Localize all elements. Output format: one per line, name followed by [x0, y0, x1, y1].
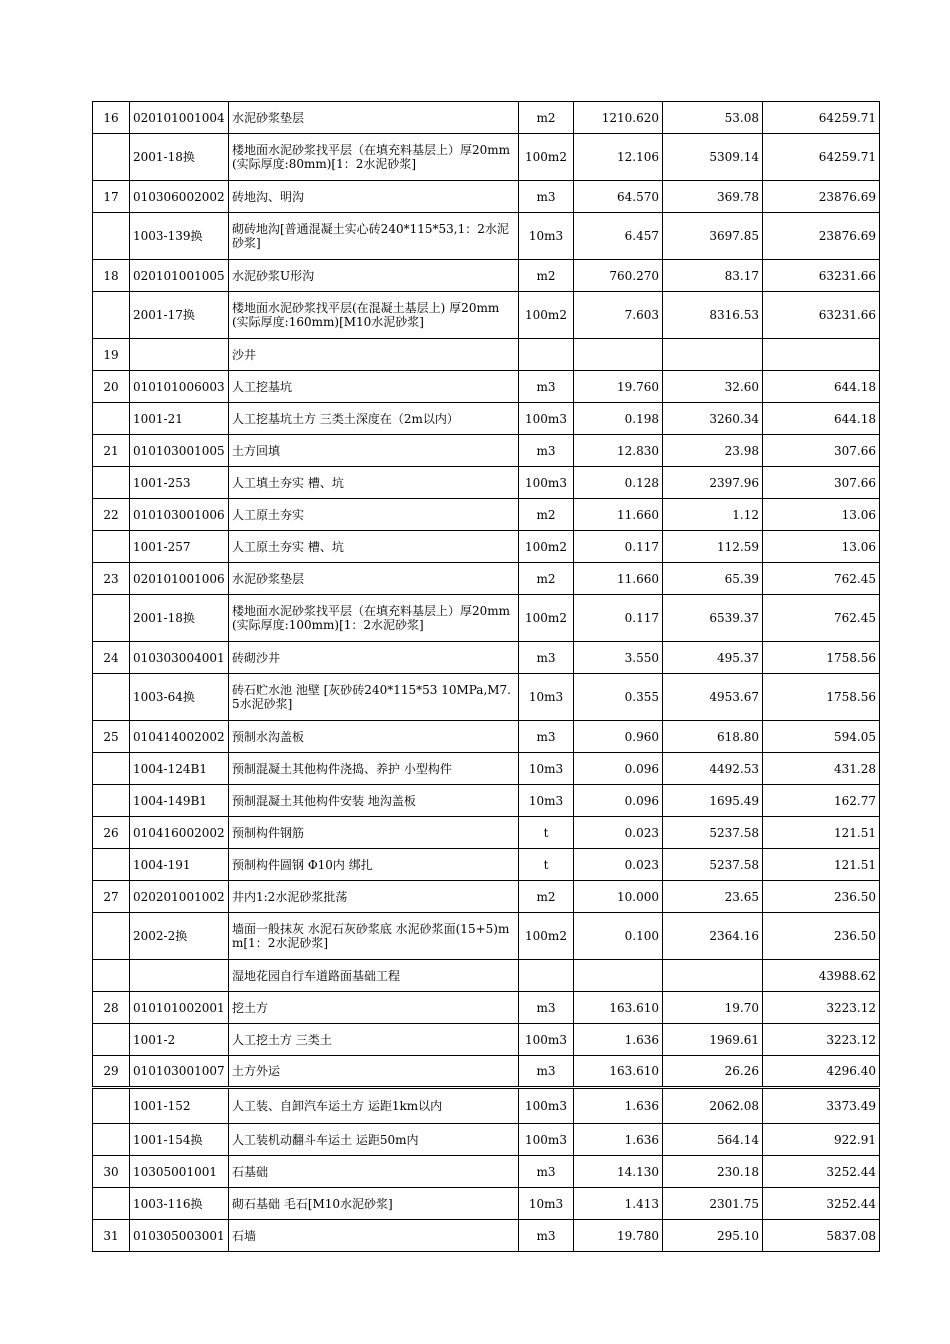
unit-cell — [519, 339, 574, 371]
item-code-cell: 010306002002 — [130, 181, 229, 213]
quantity-cell: 19.760 — [574, 371, 663, 403]
item-code-cell: 010414002002 — [130, 721, 229, 753]
item-number-cell — [93, 134, 130, 181]
table-row — [93, 499, 880, 531]
unit-price-cell: 5237.58 — [663, 849, 763, 881]
item-number-cell: 23 — [93, 563, 130, 595]
table-row — [93, 134, 880, 181]
unit-price-cell: 5309.14 — [663, 134, 763, 181]
table-row — [93, 181, 880, 213]
item-description-cell: 砌砖地沟[普通混凝土实心砖240*115*53,1：2水泥砂浆] — [229, 213, 519, 260]
item-number-cell — [93, 1188, 130, 1220]
quantity-cell: 0.355 — [574, 674, 663, 721]
unit-cell: 100m2 — [519, 292, 574, 339]
item-number-cell: 28 — [93, 992, 130, 1024]
item-number-cell — [93, 785, 130, 817]
total-amount-cell: 121.51 — [763, 849, 880, 881]
quantity-cell: 1.636 — [574, 1024, 663, 1056]
item-number-cell: 17 — [93, 181, 130, 213]
quantity-cell: 0.023 — [574, 817, 663, 849]
unit-price-cell: 618.80 — [663, 721, 763, 753]
unit-cell: m3 — [519, 1220, 574, 1252]
unit-cell: m2 — [519, 102, 574, 134]
unit-price-cell: 32.60 — [663, 371, 763, 403]
item-description-cell: 砌石基础 毛石[M10水泥砂浆] — [229, 1188, 519, 1220]
item-number-cell: 18 — [93, 260, 130, 292]
total-amount-cell: 594.05 — [763, 721, 880, 753]
total-amount-cell: 162.77 — [763, 785, 880, 817]
total-amount-cell: 13.06 — [763, 531, 880, 563]
table-row — [93, 1088, 880, 1124]
table-row — [93, 102, 880, 134]
unit-cell: m3 — [519, 1156, 574, 1188]
total-amount-cell: 762.45 — [763, 595, 880, 642]
unit-price-cell: 26.26 — [663, 1056, 763, 1088]
item-code-cell: 1001-152 — [130, 1088, 229, 1124]
item-number-cell: 19 — [93, 339, 130, 371]
item-code-cell: 1001-253 — [130, 467, 229, 499]
item-code-cell: 1004-124B1 — [130, 753, 229, 785]
table-row — [93, 913, 880, 960]
quantity-cell: 3.550 — [574, 642, 663, 674]
total-amount-cell: 1758.56 — [763, 642, 880, 674]
item-number-cell: 29 — [93, 1056, 130, 1088]
unit-cell: t — [519, 817, 574, 849]
item-description-cell: 人工挖基坑土方 三类土深度在（2m以内） — [229, 403, 519, 435]
item-number-cell: 30 — [93, 1156, 130, 1188]
item-description-cell: 石基础 — [229, 1156, 519, 1188]
unit-cell: 100m3 — [519, 1088, 574, 1124]
unit-cell: 100m2 — [519, 595, 574, 642]
total-amount-cell: 922.91 — [763, 1124, 880, 1156]
item-number-cell: 21 — [93, 435, 130, 467]
item-description-cell: 井内1:2水泥砂浆批荡 — [229, 881, 519, 913]
quantity-cell: 64.570 — [574, 181, 663, 213]
item-description-cell: 楼地面水泥砂浆找平层（在填充料基层上）厚20mm(实际厚度:80mm)[1：2水泥砂浆] — [229, 134, 519, 181]
total-amount-cell — [763, 339, 880, 371]
total-amount-cell: 3223.12 — [763, 992, 880, 1024]
unit-cell: m3 — [519, 642, 574, 674]
item-code-cell: 10305001001 — [130, 1156, 229, 1188]
item-number-cell: 24 — [93, 642, 130, 674]
item-code-cell: 1003-64换 — [130, 674, 229, 721]
item-number-cell — [93, 753, 130, 785]
item-number-cell — [93, 467, 130, 499]
unit-cell: m3 — [519, 435, 574, 467]
item-number-cell — [93, 595, 130, 642]
item-code-cell: 010103001007 — [130, 1056, 229, 1088]
quantity-cell: 1.636 — [574, 1124, 663, 1156]
item-description-cell: 砖砌沙井 — [229, 642, 519, 674]
unit-cell: 10m3 — [519, 753, 574, 785]
quantity-cell: 0.023 — [574, 849, 663, 881]
item-description-cell: 人工填土夯实 槽、坑 — [229, 467, 519, 499]
item-code-cell: 010103001006 — [130, 499, 229, 531]
table-row — [93, 1220, 880, 1252]
total-amount-cell: 64259.71 — [763, 134, 880, 181]
unit-price-cell: 1969.61 — [663, 1024, 763, 1056]
total-amount-cell: 307.66 — [763, 467, 880, 499]
quantity-cell — [574, 960, 663, 992]
unit-price-cell: 3260.34 — [663, 403, 763, 435]
total-amount-cell: 63231.66 — [763, 292, 880, 339]
item-number-cell — [93, 1024, 130, 1056]
total-amount-cell: 23876.69 — [763, 213, 880, 260]
quantity-cell: 14.130 — [574, 1156, 663, 1188]
total-amount-cell: 431.28 — [763, 753, 880, 785]
unit-cell: m3 — [519, 1056, 574, 1088]
unit-price-cell: 53.08 — [663, 102, 763, 134]
item-description-cell: 水泥砂浆U形沟 — [229, 260, 519, 292]
total-amount-cell: 3223.12 — [763, 1024, 880, 1056]
unit-price-cell: 4492.53 — [663, 753, 763, 785]
table-row — [93, 849, 880, 881]
item-code-cell: 020201001002 — [130, 881, 229, 913]
item-number-cell — [93, 960, 130, 992]
table-row — [93, 339, 880, 371]
unit-price-cell: 2397.96 — [663, 467, 763, 499]
total-amount-cell: 121.51 — [763, 817, 880, 849]
quantity-cell: 12.106 — [574, 134, 663, 181]
unit-price-cell: 6539.37 — [663, 595, 763, 642]
total-amount-cell: 762.45 — [763, 563, 880, 595]
item-code-cell: 1004-191 — [130, 849, 229, 881]
table-row — [93, 721, 880, 753]
total-amount-cell: 43988.62 — [763, 960, 880, 992]
unit-cell: m3 — [519, 992, 574, 1024]
item-number-cell — [93, 531, 130, 563]
table-row — [93, 1024, 880, 1056]
item-code-cell: 2001-18换 — [130, 595, 229, 642]
item-description-cell: 人工挖土方 三类土 — [229, 1024, 519, 1056]
item-number-cell: 31 — [93, 1220, 130, 1252]
quantity-cell: 0.198 — [574, 403, 663, 435]
item-description-cell: 人工原土夯实 — [229, 499, 519, 531]
item-code-cell: 020101001006 — [130, 563, 229, 595]
item-code-cell: 010101006003 — [130, 371, 229, 403]
unit-cell: m3 — [519, 721, 574, 753]
quantity-cell: 1210.620 — [574, 102, 663, 134]
total-amount-cell: 236.50 — [763, 913, 880, 960]
quantity-cell: 0.100 — [574, 913, 663, 960]
item-code-cell: 1003-116换 — [130, 1188, 229, 1220]
quantity-cell: 11.660 — [574, 563, 663, 595]
item-description-cell: 墙面一般抹灰 水泥石灰砂浆底 水泥砂浆面(15+5)mm[1：2水泥砂浆] — [229, 913, 519, 960]
unit-price-cell — [663, 960, 763, 992]
quantity-cell: 163.610 — [574, 992, 663, 1024]
item-code-cell — [130, 960, 229, 992]
total-amount-cell: 5837.08 — [763, 1220, 880, 1252]
item-code-cell: 2001-18换 — [130, 134, 229, 181]
quantity-cell: 0.960 — [574, 721, 663, 753]
item-code-cell: 1003-139换 — [130, 213, 229, 260]
item-number-cell — [93, 913, 130, 960]
item-number-cell — [93, 674, 130, 721]
table-row — [93, 1156, 880, 1188]
unit-cell: m2 — [519, 563, 574, 595]
item-description-cell: 预制水沟盖板 — [229, 721, 519, 753]
unit-price-cell: 5237.58 — [663, 817, 763, 849]
item-description-cell: 楼地面水泥砂浆找平层（在填充料基层上）厚20mm(实际厚度:100mm)[1：2水泥砂浆] — [229, 595, 519, 642]
unit-price-cell — [663, 339, 763, 371]
unit-cell: m2 — [519, 260, 574, 292]
item-number-cell — [93, 849, 130, 881]
unit-price-cell: 230.18 — [663, 1156, 763, 1188]
quantity-cell: 19.780 — [574, 1220, 663, 1252]
item-number-cell: 20 — [93, 371, 130, 403]
table-row — [93, 292, 880, 339]
unit-cell: 100m2 — [519, 913, 574, 960]
table-row — [93, 674, 880, 721]
unit-cell: 100m3 — [519, 467, 574, 499]
quantity-cell — [574, 339, 663, 371]
total-amount-cell: 3252.44 — [763, 1156, 880, 1188]
quantity-cell: 0.128 — [574, 467, 663, 499]
table-row — [93, 753, 880, 785]
unit-cell: m3 — [519, 181, 574, 213]
unit-cell: 10m3 — [519, 674, 574, 721]
item-number-cell — [93, 213, 130, 260]
unit-cell: 100m2 — [519, 531, 574, 563]
item-description-cell: 预制构件钢筋 — [229, 817, 519, 849]
unit-cell: 10m3 — [519, 785, 574, 817]
item-description-cell: 湿地花园自行车道路面基础工程 — [229, 960, 519, 992]
table-row — [93, 260, 880, 292]
unit-price-cell: 3697.85 — [663, 213, 763, 260]
item-description-cell: 土方外运 — [229, 1056, 519, 1088]
total-amount-cell: 3373.49 — [763, 1088, 880, 1124]
unit-price-cell: 65.39 — [663, 563, 763, 595]
item-code-cell: 010103001005 — [130, 435, 229, 467]
table-row — [93, 1188, 880, 1220]
unit-price-cell: 19.70 — [663, 992, 763, 1024]
unit-price-cell: 23.65 — [663, 881, 763, 913]
unit-price-cell: 8316.53 — [663, 292, 763, 339]
item-number-cell: 16 — [93, 102, 130, 134]
item-code-cell: 1001-154换 — [130, 1124, 229, 1156]
item-code-cell: 1004-149B1 — [130, 785, 229, 817]
quantity-cell: 6.457 — [574, 213, 663, 260]
item-description-cell: 预制混凝土其他构件安装 地沟盖板 — [229, 785, 519, 817]
table-row — [93, 1056, 880, 1088]
item-description-cell: 人工装机动翻斗车运土 运距50m内 — [229, 1124, 519, 1156]
unit-cell — [519, 960, 574, 992]
item-description-cell: 楼地面水泥砂浆找平层(在混凝土基层上) 厚20mm(实际厚度:160mm)[M10水泥砂浆] — [229, 292, 519, 339]
item-code-cell: 1001-21 — [130, 403, 229, 435]
unit-price-cell: 1695.49 — [663, 785, 763, 817]
unit-price-cell: 2301.75 — [663, 1188, 763, 1220]
quantity-cell: 0.117 — [574, 531, 663, 563]
table-row — [93, 371, 880, 403]
item-code-cell: 1001-257 — [130, 531, 229, 563]
table-row — [93, 403, 880, 435]
table-row — [93, 595, 880, 642]
item-code-cell: 1001-2 — [130, 1024, 229, 1056]
table-row — [93, 467, 880, 499]
quantity-cell: 0.096 — [574, 785, 663, 817]
table-row — [93, 435, 880, 467]
unit-price-cell: 2062.08 — [663, 1088, 763, 1124]
item-description-cell: 石墙 — [229, 1220, 519, 1252]
quantity-cell: 760.270 — [574, 260, 663, 292]
table-row — [93, 960, 880, 992]
total-amount-cell: 4296.40 — [763, 1056, 880, 1088]
table-row — [93, 785, 880, 817]
table-row — [93, 531, 880, 563]
item-code-cell: 010305003001 — [130, 1220, 229, 1252]
total-amount-cell: 3252.44 — [763, 1188, 880, 1220]
unit-cell: 100m3 — [519, 403, 574, 435]
item-code-cell: 020101001005 — [130, 260, 229, 292]
table-row — [93, 992, 880, 1024]
item-code-cell: 010303004001 — [130, 642, 229, 674]
table-row — [93, 881, 880, 913]
item-number-cell — [93, 1088, 130, 1124]
table-row — [93, 817, 880, 849]
unit-cell: 100m2 — [519, 134, 574, 181]
total-amount-cell: 644.18 — [763, 371, 880, 403]
table-row — [93, 642, 880, 674]
unit-cell: 100m3 — [519, 1024, 574, 1056]
quantity-cell: 11.660 — [574, 499, 663, 531]
item-description-cell: 水泥砂浆垫层 — [229, 563, 519, 595]
item-number-cell — [93, 292, 130, 339]
total-amount-cell: 63231.66 — [763, 260, 880, 292]
item-number-cell — [93, 403, 130, 435]
unit-price-cell: 83.17 — [663, 260, 763, 292]
total-amount-cell: 23876.69 — [763, 181, 880, 213]
total-amount-cell: 64259.71 — [763, 102, 880, 134]
item-code-cell: 010101002001 — [130, 992, 229, 1024]
item-description-cell: 人工装、自卸汽车运土方 运距1km以内 — [229, 1088, 519, 1124]
quantity-cell: 7.603 — [574, 292, 663, 339]
item-code-cell — [130, 339, 229, 371]
quantity-cell: 0.117 — [574, 595, 663, 642]
unit-price-cell: 564.14 — [663, 1124, 763, 1156]
quantity-cell: 163.610 — [574, 1056, 663, 1088]
unit-cell: 10m3 — [519, 213, 574, 260]
unit-cell: t — [519, 849, 574, 881]
unit-price-cell: 1.12 — [663, 499, 763, 531]
unit-price-cell: 2364.16 — [663, 913, 763, 960]
total-amount-cell: 307.66 — [763, 435, 880, 467]
bill-of-quantities-table — [92, 101, 880, 1252]
unit-cell: m2 — [519, 499, 574, 531]
item-number-cell: 25 — [93, 721, 130, 753]
quantity-cell: 1.636 — [574, 1088, 663, 1124]
quantity-cell: 0.096 — [574, 753, 663, 785]
item-description-cell: 人工原土夯实 槽、坑 — [229, 531, 519, 563]
item-number-cell — [93, 1124, 130, 1156]
item-number-cell: 26 — [93, 817, 130, 849]
item-description-cell: 沙井 — [229, 339, 519, 371]
unit-price-cell: 295.10 — [663, 1220, 763, 1252]
item-description-cell: 人工挖基坑 — [229, 371, 519, 403]
item-description-cell: 挖土方 — [229, 992, 519, 1024]
total-amount-cell: 236.50 — [763, 881, 880, 913]
item-code-cell: 010416002002 — [130, 817, 229, 849]
quantity-cell: 10.000 — [574, 881, 663, 913]
unit-price-cell: 369.78 — [663, 181, 763, 213]
item-code-cell: 2002-2换 — [130, 913, 229, 960]
unit-price-cell: 495.37 — [663, 642, 763, 674]
item-description-cell: 土方回填 — [229, 435, 519, 467]
item-description-cell: 水泥砂浆垫层 — [229, 102, 519, 134]
item-number-cell: 22 — [93, 499, 130, 531]
total-amount-cell: 644.18 — [763, 403, 880, 435]
total-amount-cell: 13.06 — [763, 499, 880, 531]
unit-cell: m3 — [519, 371, 574, 403]
item-description-cell: 砖石贮水池 池壁 [灰砂砖240*115*53 10MPa,M7.5水泥砂浆] — [229, 674, 519, 721]
quantity-cell: 12.830 — [574, 435, 663, 467]
item-description-cell: 预制构件圆钢 Φ10内 绑扎 — [229, 849, 519, 881]
quantity-cell: 1.413 — [574, 1188, 663, 1220]
item-description-cell: 砖地沟、明沟 — [229, 181, 519, 213]
item-number-cell: 27 — [93, 881, 130, 913]
unit-price-cell: 4953.67 — [663, 674, 763, 721]
item-description-cell: 预制混凝土其他构件浇捣、养护 小型构件 — [229, 753, 519, 785]
unit-cell: 100m3 — [519, 1124, 574, 1156]
table-row — [93, 563, 880, 595]
item-code-cell: 020101001004 — [130, 102, 229, 134]
unit-cell: 10m3 — [519, 1188, 574, 1220]
unit-price-cell: 112.59 — [663, 531, 763, 563]
total-amount-cell: 1758.56 — [763, 674, 880, 721]
item-code-cell: 2001-17换 — [130, 292, 229, 339]
unit-cell: m2 — [519, 881, 574, 913]
table-row — [93, 1124, 880, 1156]
table-row — [93, 213, 880, 260]
unit-price-cell: 23.98 — [663, 435, 763, 467]
